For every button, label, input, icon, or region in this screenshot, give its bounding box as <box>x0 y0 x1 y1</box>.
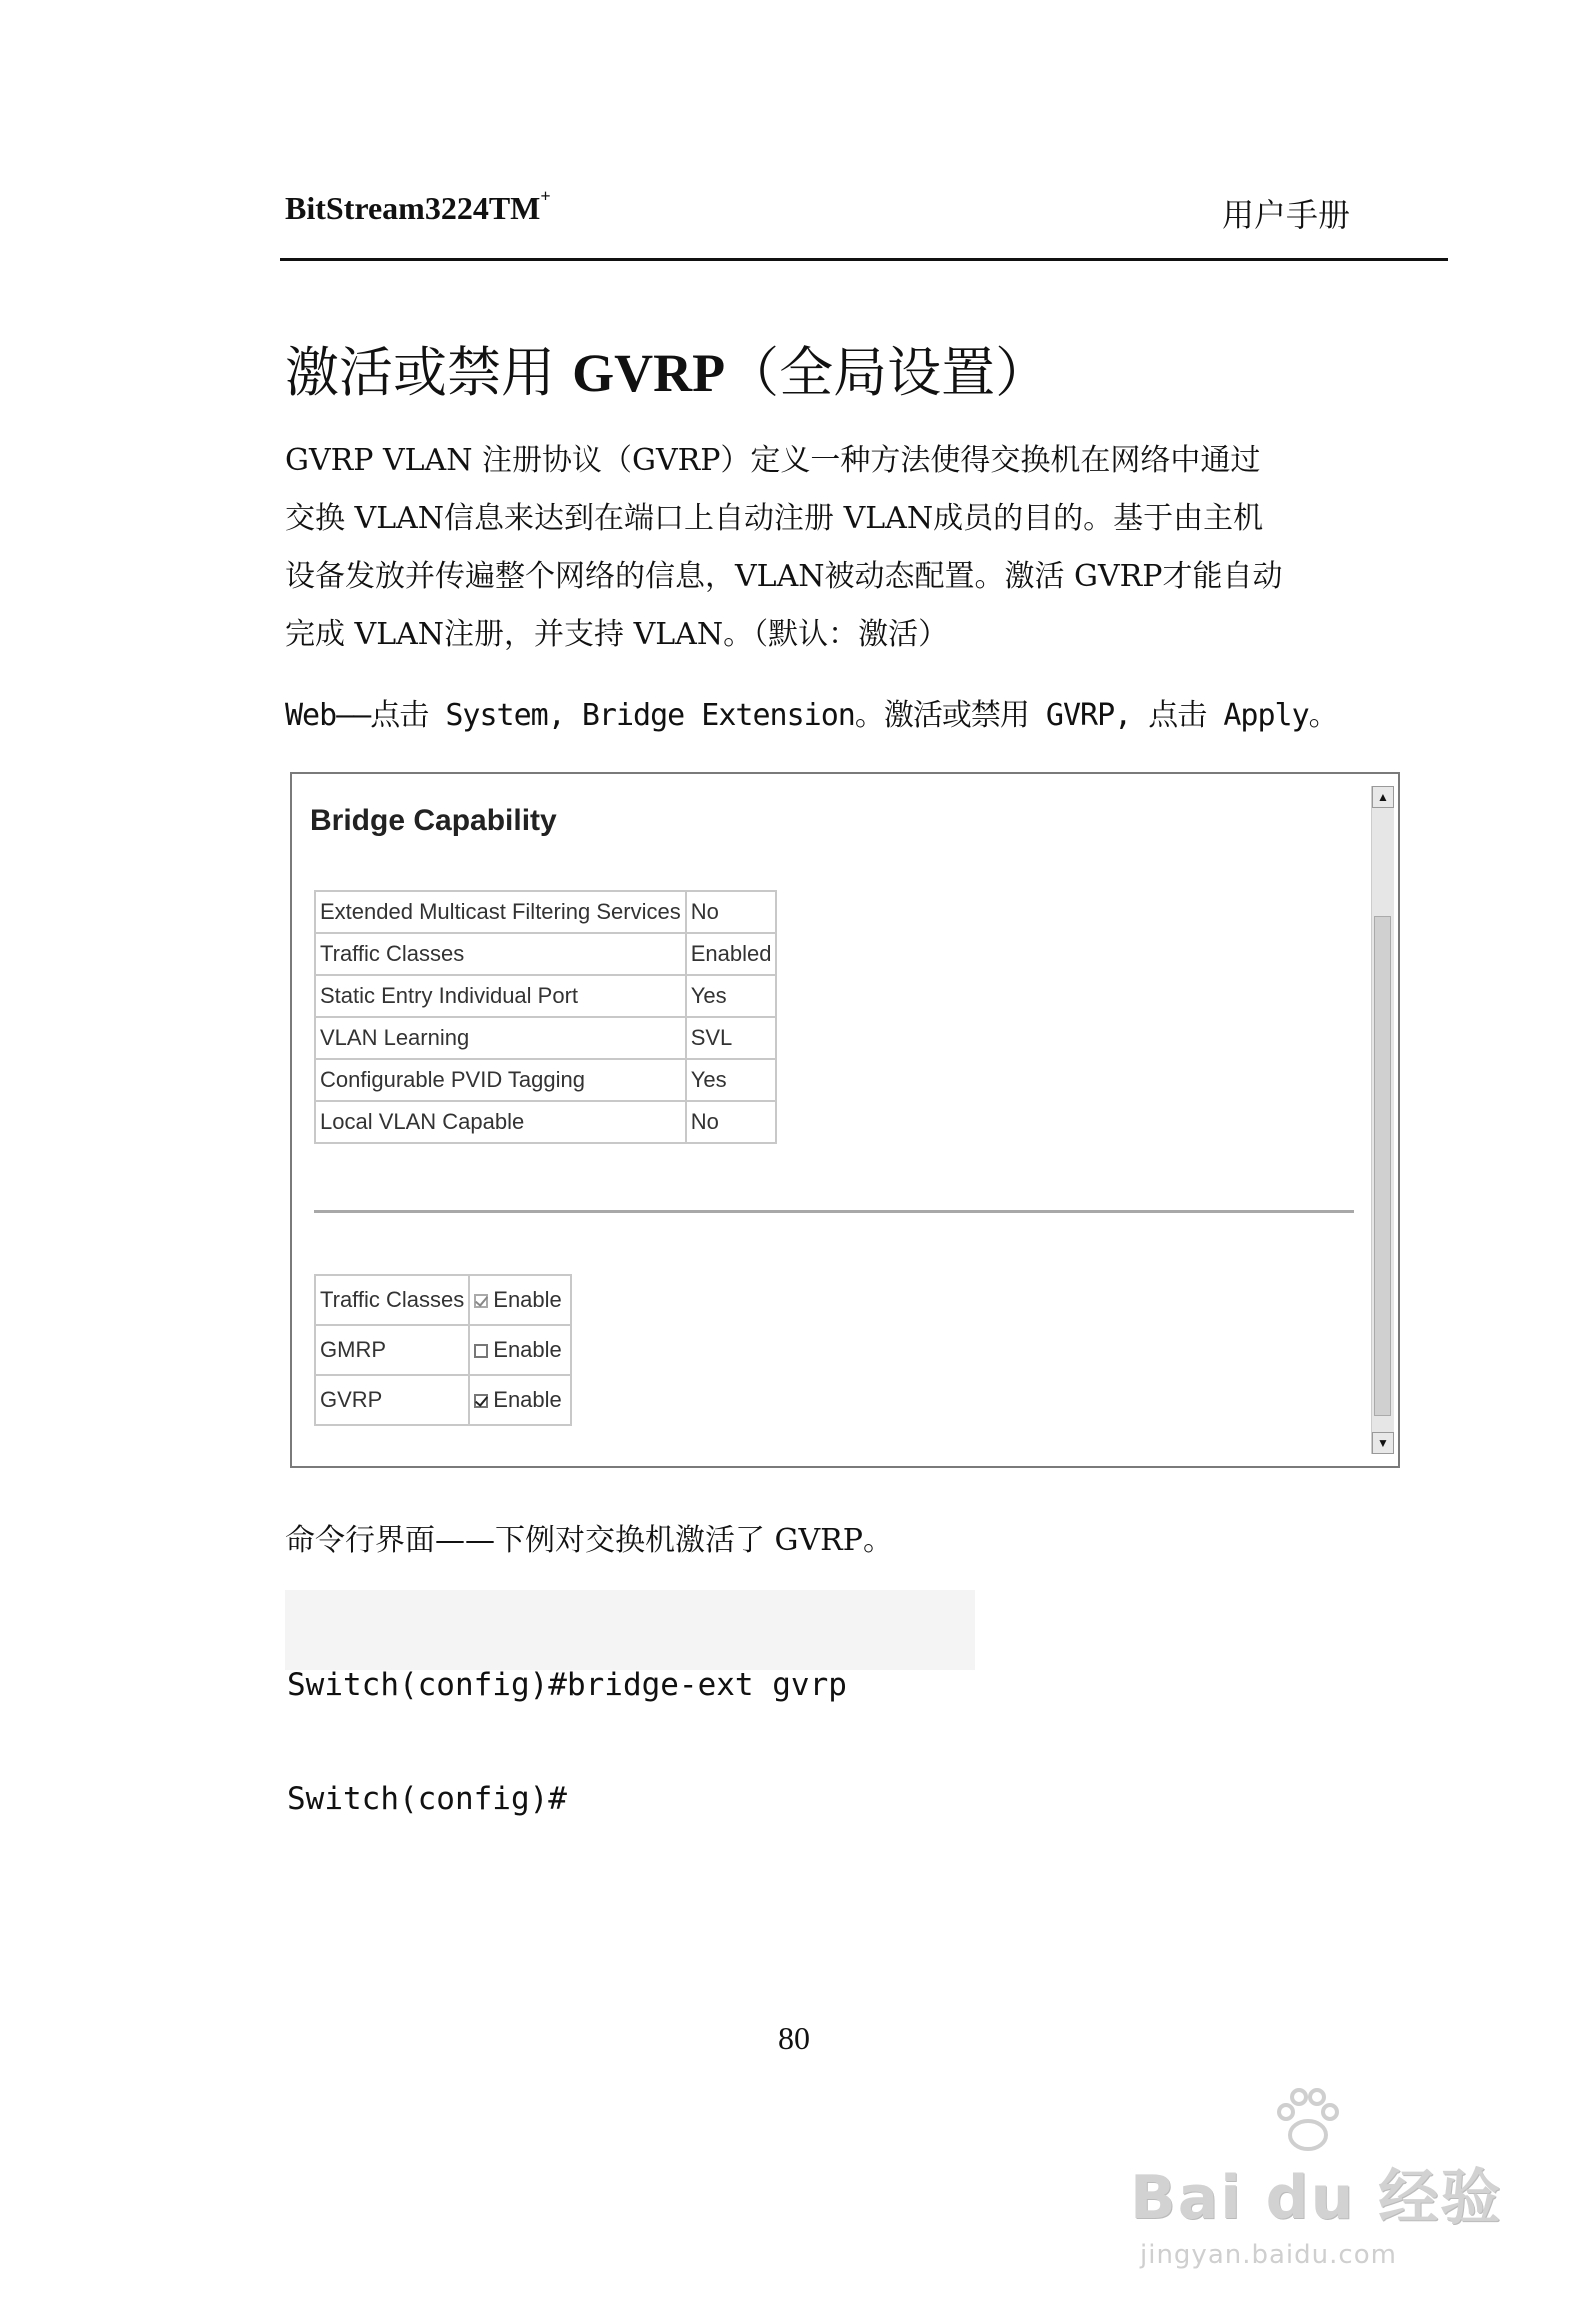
option-cell <box>469 1275 571 1325</box>
body-line: 交换 VLAN信息来达到在端口上自动注册 VLAN成员的目的。基于由主机 <box>285 501 1264 536</box>
capability-value: No <box>686 891 777 933</box>
web-instruction: Web——点击 System, Bridge Extension。激活或禁用 GVRP, 点击 Apply。 <box>285 698 1338 733</box>
table-row <box>315 1275 571 1325</box>
header-manual-title: 用户手册 <box>1222 196 1351 234</box>
traffic-classes-checkbox <box>474 1294 488 1308</box>
cli-code-block <box>285 1590 975 1817</box>
header-product-name: BitStream3224TM <box>285 190 541 226</box>
section-title-bold: GVRP <box>572 343 726 403</box>
body-line: GVRP VLAN 注册协议（GVRP）定义一种方法使得交换机在网络中通过 <box>285 443 1261 478</box>
baidu-watermark <box>1130 2080 1503 2280</box>
scroll-up-icon[interactable]: ▲ <box>1372 786 1394 808</box>
paw-icon <box>1268 2080 1348 2160</box>
table-row <box>315 1375 571 1425</box>
table-row <box>315 1059 776 1101</box>
table-row <box>315 891 776 933</box>
option-key: GMRP <box>315 1325 469 1375</box>
capability-table <box>314 890 777 1144</box>
checkbox-label[interactable]: Enable <box>493 1387 562 1412</box>
cli-line: Switch(config)# <box>287 1781 567 1817</box>
header-product <box>285 186 551 227</box>
bridge-capability-window <box>290 772 1400 1468</box>
checkbox-label: Enable <box>493 1287 562 1312</box>
table-row <box>315 1101 776 1143</box>
body-line: 完成 VLAN注册，并支持 VLAN。（默认：激活） <box>285 617 949 652</box>
option-cell <box>469 1325 571 1375</box>
option-cell <box>469 1375 571 1425</box>
scrollbar-thumb[interactable] <box>1374 916 1391 1416</box>
section-divider <box>314 1210 1354 1213</box>
checkbox-label[interactable]: Enable <box>493 1337 562 1362</box>
table-row <box>315 933 776 975</box>
header-divider <box>280 258 1448 261</box>
capability-key: Static Entry Individual Port <box>315 975 686 1017</box>
capability-value: Yes <box>686 1059 777 1101</box>
capability-value: Enabled <box>686 933 777 975</box>
cli-intro: 命令行界面——下例对交换机激活了 GVRP。 <box>285 1523 893 1558</box>
capability-key: Traffic Classes <box>315 933 686 975</box>
cli-line: Switch(config)#bridge-ext gvrp <box>287 1667 847 1703</box>
capability-key: Extended Multicast Filtering Services <box>315 891 686 933</box>
capability-value: No <box>686 1101 777 1143</box>
capability-key: VLAN Learning <box>315 1017 686 1059</box>
vertical-scrollbar[interactable] <box>1371 786 1394 1454</box>
watermark-logo: Bai du 经验 <box>1130 2163 1503 2233</box>
options-table <box>314 1274 572 1426</box>
capability-value: SVL <box>686 1017 777 1059</box>
gvrp-enable-checkbox[interactable] <box>474 1394 488 1408</box>
header-product-sup: + <box>540 186 551 206</box>
capability-key: Local VLAN Capable <box>315 1101 686 1143</box>
table-row <box>315 1017 776 1059</box>
section-title-suffix: （全局设置） <box>725 341 1050 404</box>
watermark-url: jingyan.baidu.com <box>1140 2240 1397 2270</box>
capability-value: Yes <box>686 975 777 1017</box>
capability-key: Configurable PVID Tagging <box>315 1059 686 1101</box>
scroll-down-icon[interactable]: ▼ <box>1372 1432 1394 1454</box>
table-row <box>315 975 776 1017</box>
section-title <box>285 330 1049 407</box>
gmrp-enable-checkbox[interactable] <box>474 1344 488 1358</box>
option-key: Traffic Classes <box>315 1275 469 1325</box>
page-number: 80 <box>778 2020 810 2056</box>
body-paragraph <box>285 432 1445 664</box>
table-row <box>315 1325 571 1375</box>
body-line: 设备发放并传遍整个网络的信息，VLAN被动态配置。激活 GVRP才能自动 <box>285 559 1283 594</box>
section-title-prefix: 激活或禁用 <box>285 341 573 404</box>
window-title: Bridge Capability <box>310 804 557 837</box>
option-key: GVRP <box>315 1375 469 1425</box>
